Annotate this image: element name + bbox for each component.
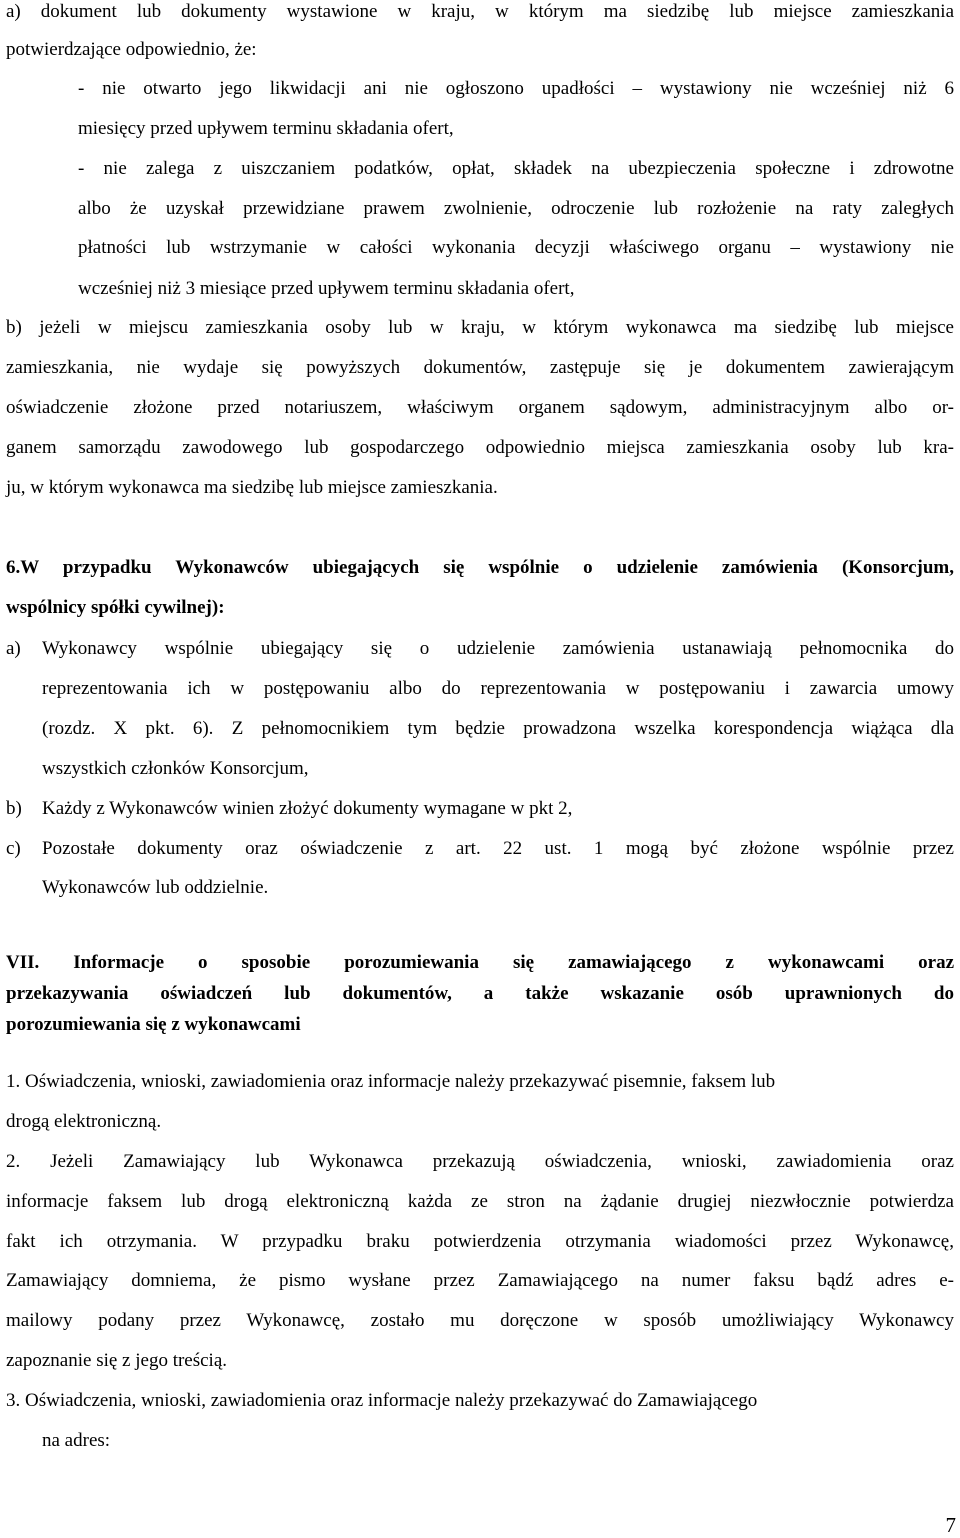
text-line: oświadczenie złożone przed notariuszem, właściwym organem sądowym, administracyjnym albo or- xyxy=(6,397,954,418)
text-line: wcześniej niż 3 miesiące przed upływem terminu składania ofert, xyxy=(78,278,575,299)
text-line: potwierdzające odpowiednio, że: xyxy=(6,39,257,60)
section-heading: wspólnicy spółki cywilnej): xyxy=(6,597,225,618)
text-line: ganem samorządu zawodowego lub gospodarczego odpowiednio miejsca zamieszkania osoby lub kra- xyxy=(6,437,954,458)
text-line: wszystkich członków Konsorcjum, xyxy=(42,758,309,779)
chapter-heading: VII. Informacje o sposobie porozumiewania się zamawiającego z wykonawcami oraz xyxy=(6,952,954,973)
page-number: 7 xyxy=(945,1513,956,1537)
text-line: drogą elektroniczną. xyxy=(6,1111,162,1132)
chapter-heading: porozumiewania się z wykonawcami xyxy=(6,1014,301,1035)
text-line: reprezentowania ich w postępowaniu albo do reprezentowania w postępowaniu i zawarcia umowy xyxy=(42,678,954,699)
text-line: albo że uzyskał przewidziane prawem zwolnienie, odroczenie lub rozłożenie na raty zaległych xyxy=(78,198,954,219)
text-line: 2. Jeżeli Zamawiający lub Wykonawca przekazują oświadczenia, wnioski, zawiadomienia oraz xyxy=(6,1151,954,1172)
text-line: Pozostałe dokumenty oraz oświadczenie z art. 22 ust. 1 mogą być złożone wspólnie przez xyxy=(42,838,954,859)
text-line: b) jeżeli w miejscu zamieszkania osoby lub w kraju, w którym wykonawca ma siedzibę lub miejsce xyxy=(6,317,954,338)
text-line: zamieszkania, nie wydaje się powyższych dokumentów, zastępuje się je dokumentem zawierającym xyxy=(6,357,954,378)
list-label: b) xyxy=(6,798,22,819)
list-label: c) xyxy=(6,838,21,859)
text-line: zapoznanie się z jego treścią. xyxy=(6,1350,228,1371)
text-line: a) dokument lub dokumenty wystawione w kraju, w którym ma siedzibę lub miejsce zamieszkania xyxy=(6,1,954,22)
text-line: - nie otwarto jego likwidacji ani nie ogłoszono upadłości – wystawiony nie wcześniej niż 6 xyxy=(78,78,954,99)
text-line: miesięcy przed upływem terminu składania ofert, xyxy=(78,118,454,139)
text-line: fakt ich otrzymania. W przypadku braku potwierdzenia otrzymania wiadomości przez Wykonawcę, xyxy=(6,1231,954,1252)
text-line: Zamawiający domniema, że pismo wysłane przez Zamawiającego na numer faksu bądź adres e- xyxy=(6,1270,954,1291)
text-line: mailowy podany przez Wykonawcę, zostało mu doręczone w sposób umożliwiający Wykonawcy xyxy=(6,1310,954,1331)
text-line: - nie zalega z uiszczaniem podatków, opłat, składek na ubezpieczenia społeczne i zdrowotne xyxy=(78,158,954,179)
chapter-heading: przekazywania oświadczeń lub dokumentów, a także wskazanie osób uprawnionych do xyxy=(6,983,954,1004)
text-line: na adres: xyxy=(42,1430,111,1451)
section-heading: 6.W przypadku Wykonawców ubiegających się wspólnie o udzielenie zamówienia (Konsorcjum, xyxy=(6,557,954,578)
text-line: Każdy z Wykonawców winien złożyć dokumenty wymagane w pkt 2, xyxy=(42,798,573,819)
text-line: 1. Oświadczenia, wnioski, zawiadomienia oraz informacje należy przekazywać pisemnie, faksem lub xyxy=(6,1071,776,1092)
text-line: (rozdz. X pkt. 6). Z pełnomocnikiem tym będzie prowadzona wszelka korespondencja wiążąca dla xyxy=(42,718,954,739)
text-line: 3. Oświadczenia, wnioski, zawiadomienia oraz informacje należy przekazywać do Zamawiającego xyxy=(6,1390,758,1411)
text-line: Wykonawców lub oddzielnie. xyxy=(42,877,269,898)
text-line: informacje faksem lub drogą elektroniczną każda ze stron na żądanie drugiej niezwłocznie potwierdza xyxy=(6,1191,954,1212)
text-line: ju, w którym wykonawca ma siedzibę lub miejsce zamieszkania. xyxy=(6,477,498,498)
text-line: Wykonawcy wspólnie ubiegający się o udzielenie zamówienia ustanawiają pełnomocnika do xyxy=(42,638,954,659)
document-page xyxy=(6,0,956,1537)
list-label: a) xyxy=(6,638,21,659)
text-line: płatności lub wstrzymanie w całości wykonania decyzji właściwego organu – wystawiony nie xyxy=(78,237,954,258)
